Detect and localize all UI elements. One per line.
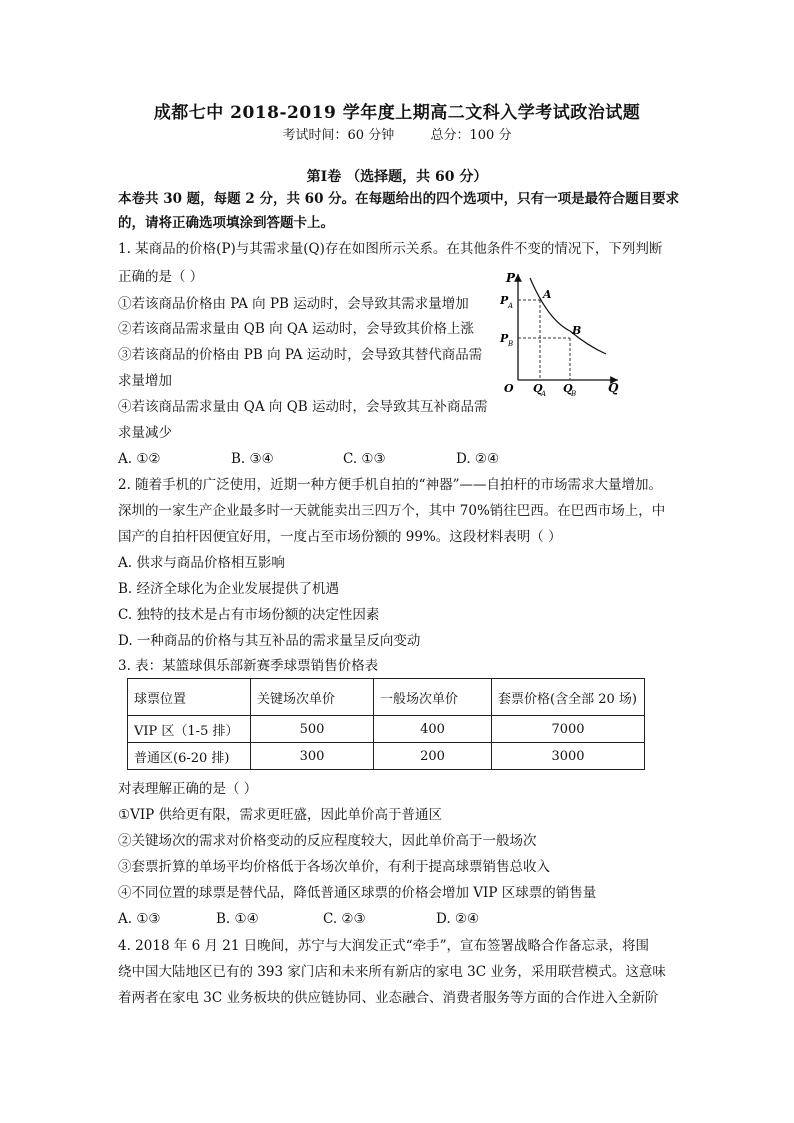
q4-line-1: 4. 2018 年 6 月 21 日晚间，苏宁与大润发正式“牵手”，宣布签署战略合作备忘录，将围 — [118, 938, 650, 954]
qb-label: Q — [563, 382, 573, 395]
q1-stem-line-2: 正确的是（ ） — [118, 269, 204, 285]
axis-q-label: Q — [608, 381, 619, 395]
pa-label: P — [500, 294, 509, 307]
table-cell: 300 — [251, 743, 374, 770]
qa-subscript: A — [541, 390, 547, 398]
table-row — [128, 716, 645, 743]
table-cell: 500 — [251, 716, 374, 743]
q3-choice-c[interactable]: C. ②③ — [323, 911, 366, 927]
pb-subscript: B — [508, 340, 514, 348]
q2-option-b[interactable]: B. 经济全球化为企业发展提供了机遇 — [118, 581, 340, 597]
exam-info — [0, 124, 794, 143]
q3-statement-3: ③套票折算的单场平均价格低于各场次单价，有利于提高球票销售总收入 — [118, 859, 550, 875]
point-b-label: B — [572, 324, 582, 337]
q3-choice-a[interactable]: A. ①③ — [118, 911, 161, 927]
q3-choice-b[interactable]: B. ①④ — [216, 911, 259, 927]
qa-label: Q — [533, 382, 543, 395]
q1-stem-line-1: 1. 某商品的价格(P)与其需求量(Q)存在如图所示关系。在其他条件不变的情况下，下列判断 — [118, 241, 663, 257]
table-header-cell: 一般场次单价 — [374, 679, 492, 716]
table-header-cell: 关键场次单价 — [251, 679, 374, 716]
q2-line-2: 深圳的一家生产企业最多时一天就能卖出三四万个，其中 70%销往巴西。在巴西市场上，中 — [118, 503, 666, 519]
q2-option-a[interactable]: A. 供求与商品价格相互影响 — [118, 555, 285, 571]
q2-line-3: 国产的自拍杆因便宜好用，一度占至市场份额的 99%。这段材料表明（ ） — [118, 529, 562, 545]
q3-stem: 3. 表：某篮球俱乐部新赛季球票销售价格表 — [118, 658, 379, 674]
ticket-price-table — [127, 678, 645, 770]
q2-line-1: 2. 随着手机的广泛使用，近期一种方便手机自拍的“神器”——自拍杆的市场需求大量增加。 — [118, 477, 662, 493]
q1-statement-4b: 求量减少 — [118, 425, 172, 441]
q4-line-2: 绕中国大陆地区已有的 393 家门店和未来所有新店的家电 3C 业务，采用联营模式。这意味 — [118, 964, 666, 980]
page-title: 成都七中 2018-2019 学年度上期高二文科入学考试政治试题 — [153, 103, 641, 123]
qb-subscript: B — [571, 390, 577, 398]
exam-time: 考试时间：60 分钟 — [282, 128, 395, 143]
origin-label: O — [504, 382, 514, 395]
axis-p-label: P — [506, 271, 516, 285]
table-cell: 7000 — [492, 716, 645, 743]
q1-statement-1: ①若该商品价格由 PA 向 PB 运动时，会导致其需求量增加 — [118, 296, 469, 312]
point-a-label: A — [543, 288, 552, 301]
q3-choice-d[interactable]: D. ②④ — [436, 911, 480, 927]
q1-choice-d[interactable]: D. ②④ — [456, 451, 500, 467]
q3-statement-4: ④不同位置的球票是替代品，降低普通区球票的价格会增加 VIP 区球票的销售量 — [118, 885, 597, 901]
q1-statement-3b: 求量增加 — [118, 373, 172, 389]
section-heading: 第Ⅰ卷 （选择题，共 60 分） — [306, 169, 488, 185]
demand-curve-graph — [490, 268, 625, 400]
table-cell: 200 — [374, 743, 492, 770]
q1-statement-2: ②若该商品需求量由 QB 向 QA 运动时，会导致其价格上涨 — [118, 321, 474, 337]
table-cell: 普通区(6-20 排) — [128, 743, 251, 770]
q3-ask: 对表理解正确的是（ ） — [118, 781, 258, 797]
demand-curve — [530, 278, 606, 354]
q1-choice-c[interactable]: C. ①③ — [343, 451, 386, 467]
q3-statement-1: ①VIP 供给更有限，需求更旺盛，因此单价高于普通区 — [118, 807, 443, 823]
q4-line-3: 着两者在家电 3C 业务板块的供应链协同、业态融合、消费者服务等方面的合作进入全新阶 — [118, 990, 659, 1006]
table-row — [128, 743, 645, 770]
q1-statement-3a: ③若该商品的价格由 PB 向 PA 运动时，会导致其替代商品需 — [118, 347, 483, 363]
q1-statement-4a: ④若该商品需求量由 QA 向 QB 运动时，会导致其互补商品需 — [118, 399, 488, 415]
exam-score: 总分：100 分 — [430, 128, 512, 143]
pb-label: P — [500, 332, 509, 345]
table-header-cell: 套票价格(含全部 20 场) — [492, 679, 645, 716]
section-intro-line-1: 本卷共 30 题，每题 2 分，共 60 分。在每题给出的四个选项中，只有一项是最符合题目要求 — [118, 191, 680, 207]
q2-option-d[interactable]: D. 一种商品的价格与其互补品的需求量呈反向变动 — [118, 633, 421, 649]
q2-option-c[interactable]: C. 独特的技术是占有市场份额的决定性因素 — [118, 607, 380, 623]
section-intro-line-2: 的，请将正确选项填涂到答题卡上。 — [118, 215, 334, 231]
pa-subscript: A — [508, 302, 514, 310]
q1-choice-b[interactable]: B. ③④ — [231, 451, 274, 467]
table-header-cell: 球票位置 — [128, 679, 251, 716]
table-header-row — [128, 679, 645, 716]
table-cell: 3000 — [492, 743, 645, 770]
q3-statement-2: ②关键场次的需求对价格变动的反应程度较大，因此单价高于一般场次 — [118, 833, 537, 849]
q1-choice-a[interactable]: A. ①② — [118, 451, 161, 467]
table-cell: VIP 区（1-5 排） — [128, 716, 251, 743]
table-cell: 400 — [374, 716, 492, 743]
